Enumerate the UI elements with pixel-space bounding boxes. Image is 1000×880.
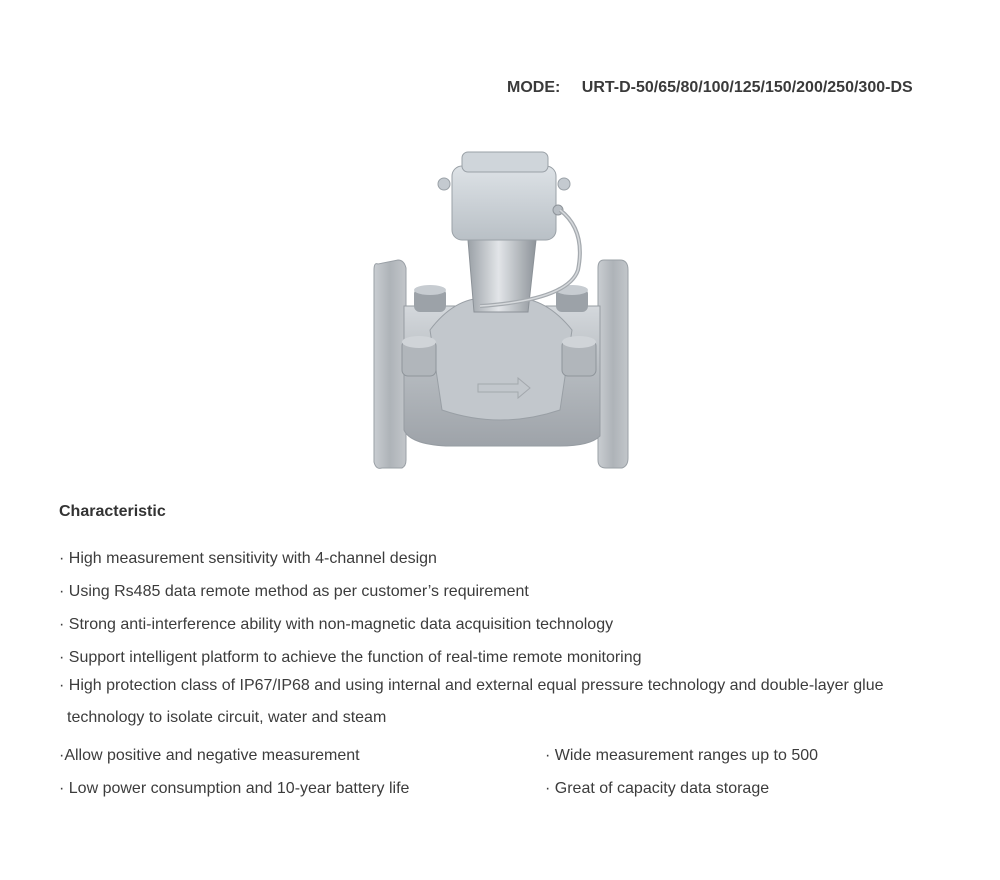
feature-item: · Strong anti-interference ability with non-magnetic data acquisition technology: [59, 616, 614, 633]
feature-item: · Support intelligent platform to achieve the function of real-time remote monitoring: [59, 649, 642, 666]
characteristic-heading: Characteristic: [59, 503, 166, 520]
flow-meter-image: [360, 140, 640, 475]
left-flange: [374, 260, 406, 468]
feature-item-left: · Low power consumption and 10-year battery life: [59, 780, 410, 797]
feature-item: · High protection class of IP67/IP68 and using internal and external equal pressure technology and double-layer glue: [59, 677, 884, 694]
feature-item-right: · Great of capacity data storage: [545, 780, 770, 797]
saddle: [430, 298, 572, 420]
mode-value: URT-D-50/65/80/100/125/150/200/250/300-DS: [581, 79, 913, 96]
feature-item-continuation: technology to isolate circuit, water and steam: [67, 709, 387, 726]
feature-item: · Using Rs485 data remote method as per customer’s requirement: [59, 583, 529, 600]
feature-item-right: · Wide measurement ranges up to 500: [545, 747, 819, 764]
feature-item-left: ·Allow positive and negative measurement: [59, 747, 360, 764]
mode-label: MODE:: [507, 79, 561, 96]
right-flange: [598, 260, 628, 468]
electronics-housing: [438, 152, 570, 240]
model-line: [507, 79, 913, 97]
feature-item: · High measurement sensitivity with 4-channel design: [59, 550, 437, 567]
